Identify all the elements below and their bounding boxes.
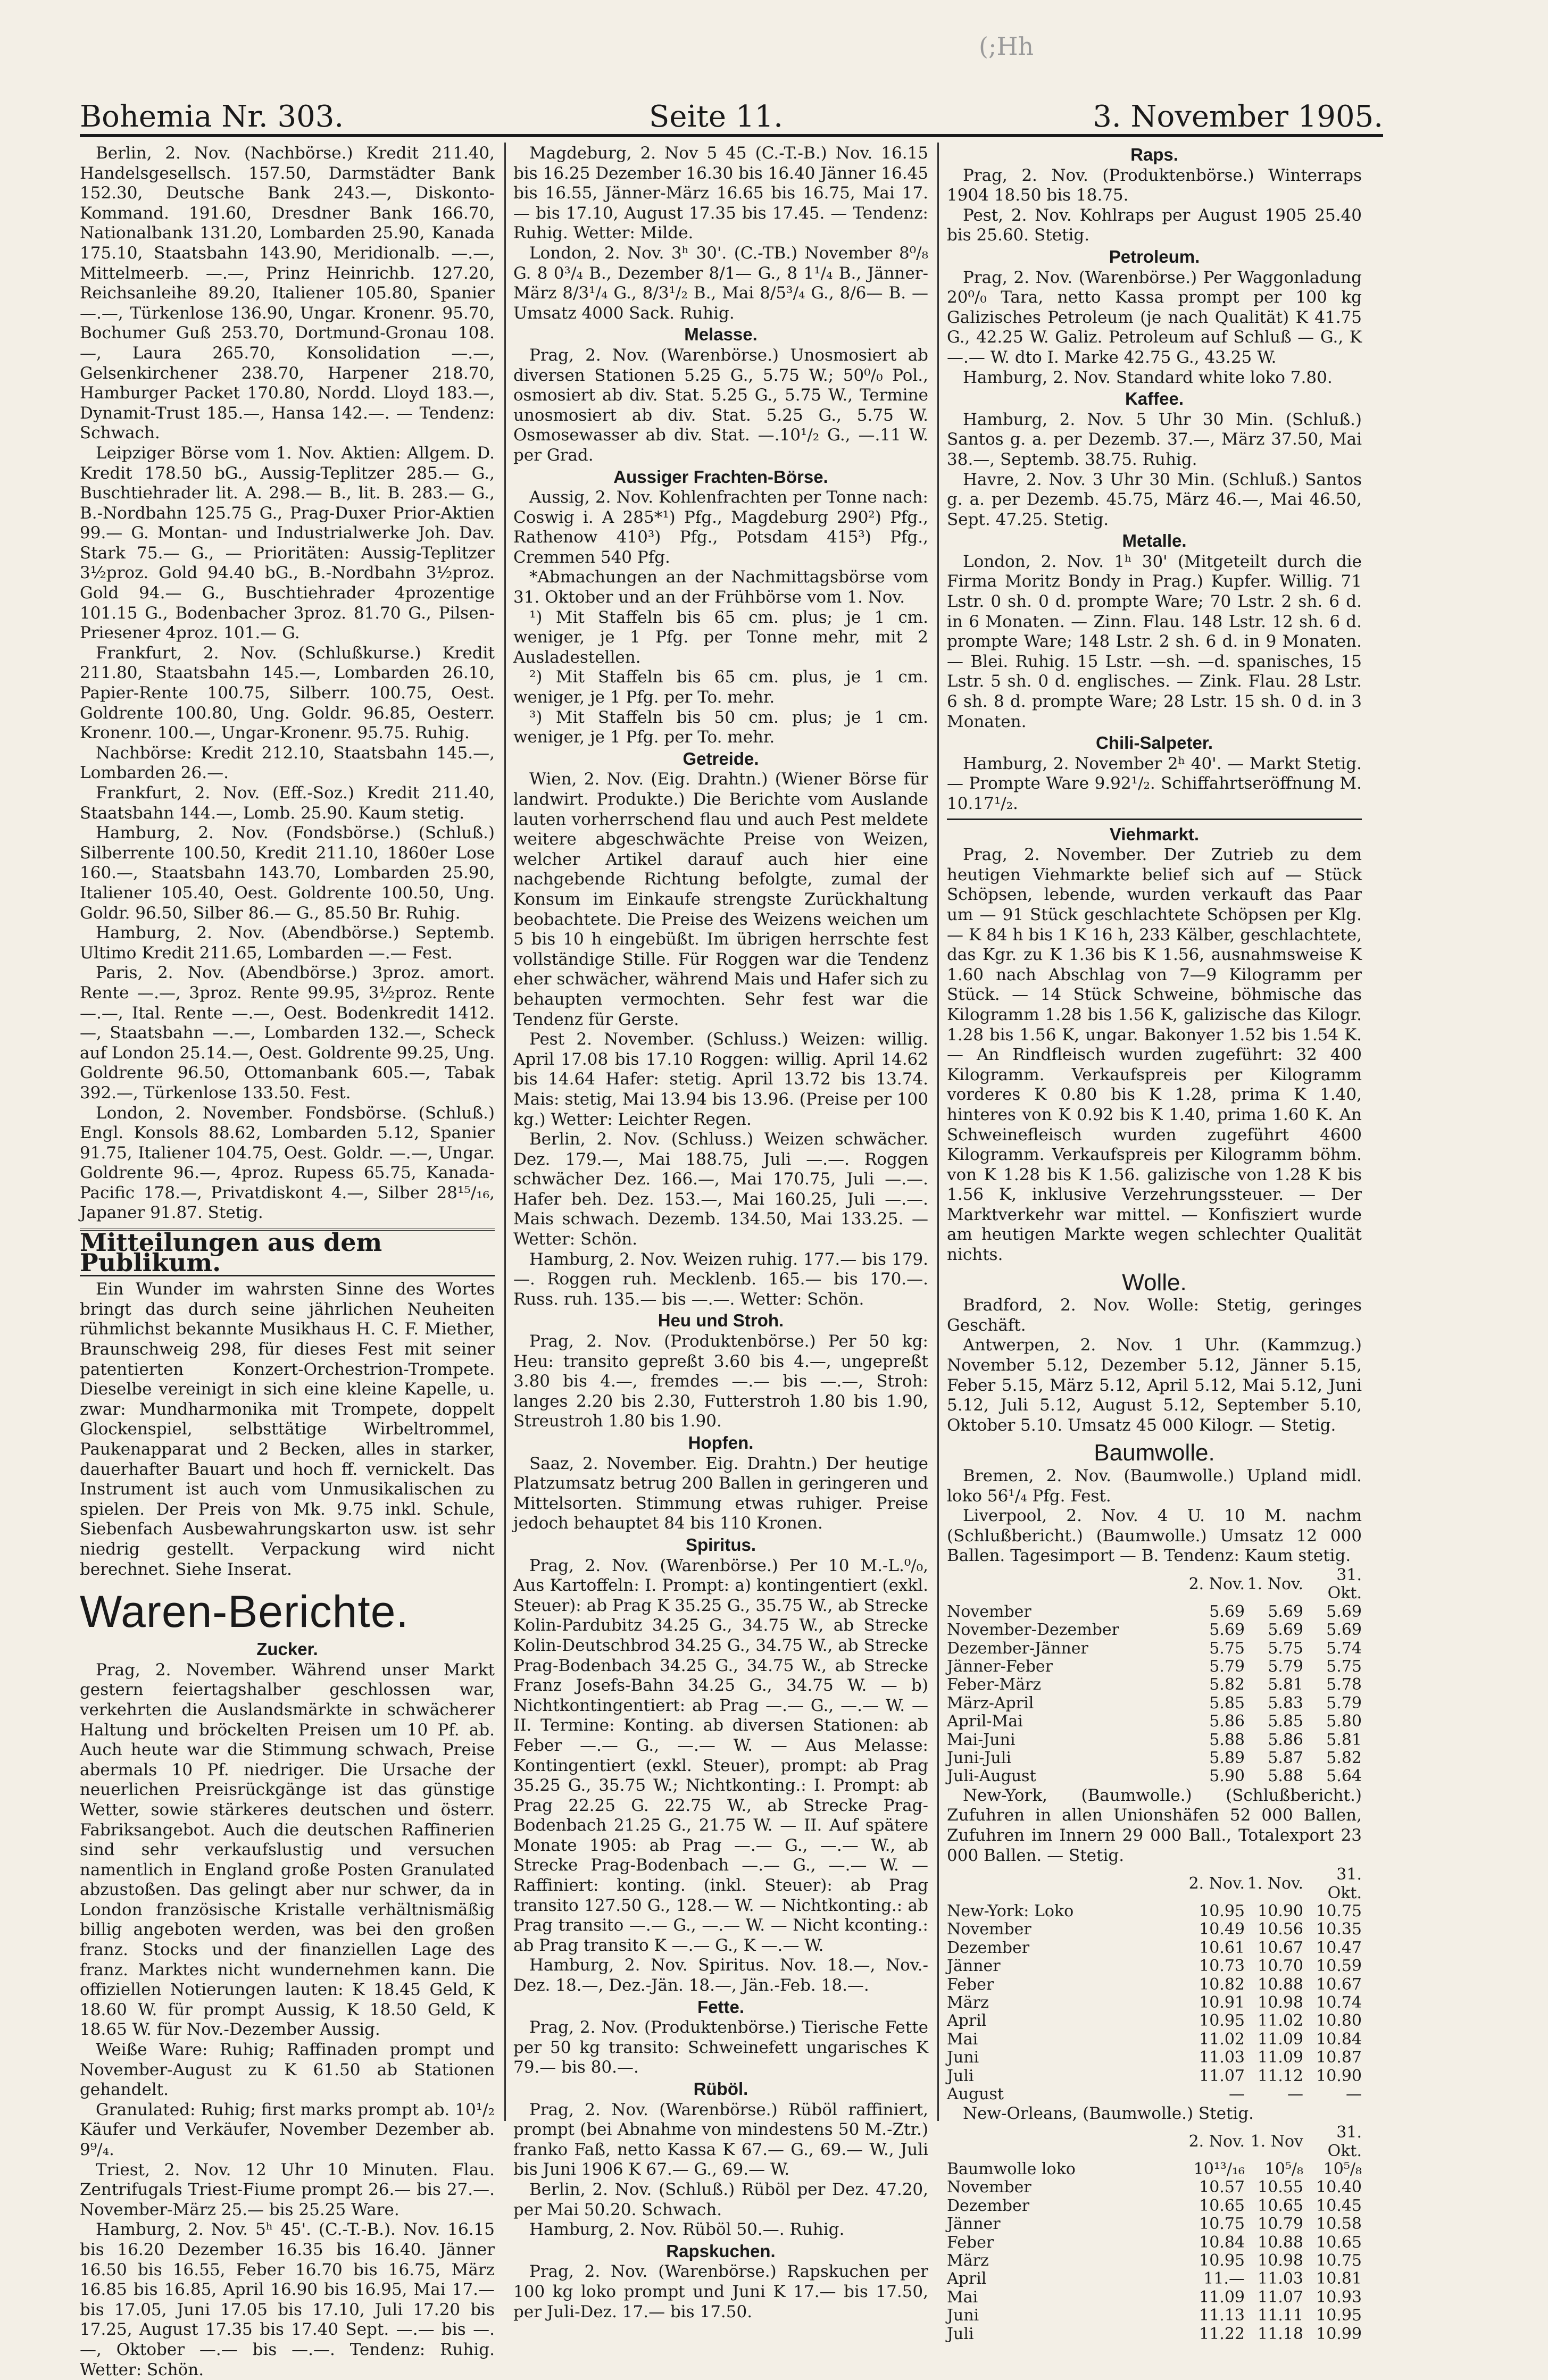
table-cell: 11.— — [1203, 2269, 1245, 2289]
table-cell: — — [1287, 2085, 1303, 2104]
table-cell: — — [1229, 2085, 1245, 2104]
table-cell: 10.40 — [1316, 2178, 1362, 2197]
table-row — [947, 2012, 1362, 2030]
table-cell: 10.56 — [1258, 1920, 1303, 1939]
table-row-label: Dezember — [947, 1938, 1030, 1957]
table-cell: 5.88 — [1268, 1767, 1303, 1786]
table-cell: 5.74 — [1326, 1639, 1362, 1658]
table-cell: 11.22 — [1199, 2324, 1245, 2343]
table-cell: 5.83 — [1268, 1693, 1303, 1713]
table-row-label: Jänner — [947, 2215, 1001, 2234]
table-cell: 10.95 — [1199, 1902, 1245, 1921]
table-cell: 10.61 — [1199, 1938, 1245, 1957]
magdeburg-report: Magdeburg, 2. Nov 5 45 (C.-T.-B.) Nov. 16.15 bis 16.25 Dezember 16.30 bis 16.40 Jänner 16.45 bis 16.55, Jänner-März 16.65 bis 16.75, Mai 17.— bis 17.10, August 17.35 bis 17.45. — Tendenz: Ruhig. Wetter: Milde. — [513, 144, 928, 243]
table-row-label: November-Dezember — [947, 1621, 1120, 1640]
table-cell: 5.75 — [1209, 1639, 1245, 1658]
table-row — [947, 2270, 1362, 2288]
table-row-label: Mai-Juni — [947, 1730, 1016, 1749]
table-row — [947, 1603, 1362, 1621]
liverpool-baumwolle-report: Liverpool, 2. Nov. 4 U. 10 M. nachm (Schlußbericht.) (Baumwolle.) Umsatz 12 000 Ballen. Tagesimport — B. Tendenz: Kaum stetig. — [947, 1506, 1362, 1566]
table-header-cell: 31. Okt. — [1327, 1865, 1362, 1902]
pest-raps-report: Pest, 2. Nov. Kohlraps per August 1905 25.40 bis 25.60. Stetig. — [947, 205, 1362, 245]
london-metalle-report: London, 2. Nov. 1ʰ 30' (Mitgeteilt durch die Firma Moritz Bondy in Prag.) Kupfer. Willig. 71 Lstr. 0 sh. 0 d. prompte Ware; 70 Lstr. 2 sh. 6 d. in 6 Monaten. — Zinn. Flau. 148 Lstr. 12 sh. 6 d. prompte Ware; 148 Lstr. 2 sh. 6 d. in 9 Monaten. — Blei. Ruhig. 15 Lstr. —sh. —d. spanisches, 15 Lstr. 5 sh. 0 d. englisches. — Zink. Flau. 28 Lstr. 6 sh. 8 d. prompte Ware; 28 Lstr. 15 sh. 0 d. in 3 Monaten. — [947, 552, 1362, 731]
table-cell: 5.75 — [1268, 1639, 1303, 1658]
aussig-frachten-report: Aussig, 2. Nov. Kohlenfrachten per Tonne nach: Coswig i. A 285*¹) Pfg., Magdeburg 290²) Pfg., Rathenow 410³) Pfg., Potsdam 415³) Pfg., Cremmen 540 Pfg. — [513, 488, 928, 567]
frankfurt-nachboerse: Nachbörse: Kredit 212.10, Staatsbahn 145.—, Lombarden 26.—. — [80, 743, 495, 783]
granulated: Granulated: Ruhig; first marks prompt ab. 10¹/₂ Käufer und Verkäufer, November Dezember ab. 9⁹/₄. — [80, 2100, 495, 2159]
table-row — [947, 2307, 1362, 2325]
table-row-label: Jänner-Feber — [947, 1657, 1053, 1676]
triest-report: Triest, 2. Nov. 12 Uhr 10 Minuten. Flau. Zentrifugals Triest-Fiume prompt 26.— bis 27.—. November-März 25.— bis 25.25 Ware. — [80, 2160, 495, 2219]
archive-stamp: (;Hh — [979, 32, 1034, 61]
havre-kaffee-report: Havre, 2. Nov. 3 Uhr 30 Min. (Schluß.) Santos g. a. per Dezemb. 45.75, März 46.—, Mai 46.50, Sept. 47.25. Stetig. — [947, 470, 1362, 529]
table-row-label: November — [947, 2178, 1031, 2197]
prag-rueboel-report: Prag, 2. Nov. (Warenbörse.) Rüböl raffiniert, prompt (bei Abnahme von mindestens 50 M.-Ztr.) franko Faß, netto Kassa K 67.— G., 69.— W., Juli bis Juni 1906 K 67.— G., 69.— W. — [513, 2100, 928, 2179]
table-cell: 10.65 — [1199, 2196, 1245, 2215]
table-row — [947, 1994, 1362, 2012]
table-row — [947, 1976, 1362, 1994]
table-cell: 10¹³/₁₆ — [1193, 2159, 1245, 2178]
table-cell: 10.74 — [1316, 1993, 1362, 2012]
newyork-price-table — [947, 1866, 1362, 2103]
table-cell: 10.90 — [1258, 1902, 1303, 1921]
table-row-label: August — [947, 2085, 1004, 2104]
london-zucker-report: London, 2. Nov. 3ʰ 30'. (C.-TB.) November 8⁰/₈ G. 8 0³/₄ B., Dezember 8/1— G., 8 1¹/₄ B., Jänner-März 8/3¹/₄ G., 8/3¹/₂ B., Mai 8/5³/₄ G., 8/6— B. — Umsatz 4000 Sack. Ruhig. — [513, 243, 928, 323]
hamburg-kaffee-report: Hamburg, 2. Nov. 5 Uhr 30 Min. (Schluß.) Santos g. a. per Dezemb. 37.—, März 37.50, Mai 38.—, Septemb. 38.75. Ruhig. — [947, 410, 1362, 469]
table-row — [947, 1640, 1362, 1658]
wien-getreide-report: Wien, 2. Nov. (Eig. Drahtn.) (Wiener Börse für landwirt. Produkte.) Die Berichte vom Auslande lauten vorherrschend flau und auch Pest meldete weitere abgeschwächte Preise von Weizen, welcher Artikel darauf auch hier eine nachgebende Richtung befolgte, zumal der Konsum im Einkaufe strengste Zurückhaltung beobachtete. Die Preise des Weizens weichen um 5 bis 10 h eingebüßt. Im übrigen herrschte fest vollständige Stille. Für Roggen war die Tendenz eher schwächer, während Mais und Hafer sich zu behaupten vermochten. Sehr fest war die Tendenz für Gerste. — [513, 770, 928, 1029]
table-row — [947, 1658, 1362, 1676]
table-cell: 10.90 — [1316, 2066, 1362, 2085]
table-cell: 5.88 — [1209, 1730, 1245, 1749]
table-cell: 10.35 — [1316, 1920, 1362, 1939]
table-header-cell: 2. Nov. — [1188, 1575, 1245, 1594]
table-cell: 5.85 — [1209, 1693, 1245, 1713]
table-cell: 10.95 — [1316, 2306, 1362, 2325]
table-cell: 10.84 — [1316, 2030, 1362, 2049]
section-heading-mitteilungen: Mitteilungen aus dem Publikum. — [80, 1229, 495, 1276]
subheading-frachten: Aussiger Frachten-Börse. — [613, 466, 828, 487]
footnote-2: ²) Mit Staffeln bis 65 cm. plus, je 1 cm. weniger, je 1 Pfg. per To. mehr. — [513, 667, 928, 707]
table-row-label: Juli-August — [947, 1767, 1036, 1786]
subheading-rapskuchen: Rapskuchen. — [666, 2241, 776, 2261]
antwerpen-wolle-report: Antwerpen, 2. Nov. 1 Uhr. (Kammzug.) November 5.12, Dezember 5.12, Jänner 5.15, Feber 5.15, März 5.12, April 5.12, Mai 5.12, Juni 5.12, Juli 5.12, August 5.12, September 5.10, Oktober 5.10. Umsatz 45 000 Kilogr. — Stetig. — [947, 1335, 1362, 1435]
table-header-cell: 2. Nov. — [1188, 1874, 1245, 1893]
berlin-report: Berlin, 2. Nov. (Nachbörse.) Kredit 211.40, Handelsgesellsch. 157.50, Darmstädter Bank 152.30, Deutsche Bank 243.—, Diskonto-Kommand. 191.60, Dresdner Bank 166.70, Nationalbank 131.20, Lombarden 25.90, Kanada 175.10, Staatsbahn 143.90, Meridionalb. —.—, Mittelmeerb. —.—, Prinz Heinrichb. 127.20, Reichsanleihe 89.20, Italiener 105.80, Spanier —.—, Türkenlose 136.90, Ungar. Kronenr. 95.70, Bochumer Guß 253.70, Dortmund-Gronau 108.—, Laura 265.70, Konsolidation —.—, Gelsenkirchener 238.70, Harpener 218.70, Hamburger Packet 170.80, Nordd. Lloyd 183.—, Dynamit-Trust 185.—, Hansa 142.—. — Tendenz: Schwach. — [80, 144, 495, 443]
table-cell: 5.69 — [1326, 1602, 1362, 1621]
table-cell: 10.88 — [1258, 2233, 1303, 2252]
subheading-rueboel: Rüböl. — [693, 2079, 748, 2099]
footnote-1: ¹) Mit Staffeln bis 65 cm. plus; je 1 cm. weniger, je 1 Pfg. per Tonne mehr, mit 2 Ausladestellen. — [513, 607, 928, 667]
subheading-viehmarkt: Viehmarkt. — [1109, 824, 1200, 844]
table-row — [947, 2160, 1362, 2178]
section-rule — [947, 819, 1362, 820]
table-header-cell — [947, 1866, 1186, 1902]
table-cell: 11.07 — [1258, 2287, 1303, 2307]
table-header-cell: 1. Nov — [1250, 2132, 1303, 2151]
table-cell: 10.99 — [1316, 2324, 1362, 2343]
table-cell: 11.02 — [1199, 2030, 1245, 2049]
table-row — [947, 1676, 1362, 1694]
table-cell: 10.98 — [1258, 2251, 1303, 2270]
table-row-label: März — [947, 2251, 989, 2270]
table-cell: 5.79 — [1326, 1693, 1362, 1713]
table-cell: 10.79 — [1258, 2215, 1303, 2234]
table-cell: 10.75 — [1316, 2251, 1362, 2270]
table-cell: — — [1346, 2085, 1362, 2104]
prag-heu-report: Prag, 2. Nov. (Produktenbörse.) Per 50 kg: Heu: transito gepreßt 3.60 bis 4.—, ungepreßt 3.80 bis 4.—, fremdes —.— bis —.—, Stroh: langes 2.20 bis 2.30, Futterstroh 1.80 bis 1.90, Streustroh 1.80 bis 1.90. — [513, 1332, 928, 1431]
table-row — [947, 1902, 1362, 1920]
hamburg-abend-report: Hamburg, 2. Nov. (Abendbörse.) Septemb. Ultimo Kredit 211.65, Lombarden —.— Fest. — [80, 923, 495, 963]
table-row — [947, 2031, 1362, 2049]
table-row-label: Mai — [947, 2287, 978, 2307]
hamburg-getreide-report: Hamburg, 2. Nov. Weizen ruhig. 177.— bis 179.—. Roggen ruh. Mecklenb. 165.— bis 170.—. Russ. ruh. 135.— bis —.—. Wetter: Schön. — [513, 1249, 928, 1309]
table-row — [947, 2085, 1362, 2103]
table-row — [947, 2067, 1362, 2085]
newyork-baumwolle-report: New-York, (Baumwolle.) (Schlußbericht.) Zufuhren in allen Unionshäfen 52 000 Ballen, Zufuhren im Innern 29 000 Ball., Totalexport 23 000 Ballen. — Stetig. — [947, 1785, 1362, 1865]
subheading-petroleum: Petroleum. — [1109, 246, 1200, 266]
table-cell: 5.82 — [1209, 1675, 1245, 1694]
prag-melasse-report: Prag, 2. Nov. (Warenbörse.) Unosmosiert ab diversen Stationen 5.25 G., 5.75 W.; 50⁰/₀ Pol., osmosiert ab div. Stat. 5.25 G., 5.75 W., Termine unosmosiert ab div. Stat. 5.25 G., 5.75 W. Osmosewasser ab div. Stat. —.10¹/₂ G., —.11 W. per Grad. — [513, 345, 928, 465]
table-cell: 10.65 — [1258, 2196, 1303, 2215]
page-header — [80, 93, 1383, 136]
table-cell: 10.67 — [1258, 1938, 1303, 1957]
table-header-cell — [947, 1566, 1186, 1603]
berlin-rueboel-report: Berlin, 2. Nov. (Schluß.) Rüböl per Dez. 47.20, per Mai 50.20. Schwach. — [513, 2179, 928, 2219]
table-cell: 10.45 — [1316, 2196, 1362, 2215]
table-row — [947, 2178, 1362, 2197]
table-cell: 10.59 — [1316, 1957, 1362, 1976]
table-cell: 11.12 — [1258, 2066, 1303, 2085]
advert-text: Ein Wunder im wahrsten Sinne des Wortes bringt das durch seine jährlichen Neuheiten rühmlichst bekannte Musikhaus H. C. F. Miether, Braunschweig 298, für dieses Fest mit seiner patentierten Konzert-Orchestrion-Trompete. Dieselbe vereinigt in sich eine kleine Kapelle, u. zwar: Mundharmonika mit Trompete, doppelt Glockenspiel, selbsttätige Wirbeltrommel, Paukenapparat und 2 Becken, alles in starker, dauerhafter Bauart und hoch ff. vernickelt. Das Instrument ist auch vom Unmusikalischen zu spielen. Der Preis von Mk. 9.75 inkl. Schule, Siebenfach Ausbewahrungskarton usw. ist sehr niedrig gestellt. Verpackung wird nicht berechnet. Siehe Inserat. — [80, 1280, 495, 1579]
table-cell: 10.88 — [1258, 1975, 1303, 1994]
table-row-label: März-April — [947, 1693, 1034, 1713]
column-1 — [80, 144, 495, 2379]
table-row — [947, 1957, 1362, 1975]
table-cell: 11.09 — [1199, 2287, 1245, 2307]
table-cell: 5.85 — [1268, 1712, 1303, 1731]
table-cell: 10⁵/₈ — [1323, 2159, 1362, 2178]
table-cell: 10.67 — [1316, 1975, 1362, 1994]
table-row-label: Jänner — [947, 1957, 1001, 1976]
hamburg-rueboel-report: Hamburg, 2. Nov. Rüböl 50.—. Ruhig. — [529, 2220, 845, 2240]
table-row-label: Feber — [947, 2233, 994, 2252]
table-cell: 10.98 — [1258, 1993, 1303, 2012]
subheading-spiritus: Spiritus. — [685, 1534, 756, 1555]
table-row-label: April — [947, 2269, 987, 2289]
table-row — [947, 1939, 1362, 1957]
table-row — [947, 1731, 1362, 1749]
london-report: London, 2. November. Fondsbörse. (Schluß.) Engl. Konsols 88.62, Lombarden 5.12, Spanier 91.75, Italiener 104.75, Oest. Goldr. —.—, Ungar. Goldrente 96.—, 4proz. Rupess 65.75, Kanada-Pacific 178.—, Privatdiskont 4.—, Silber 28¹⁵/₁₆, Japaner 91.87. Stetig. — [80, 1103, 495, 1223]
table-cell: 5.86 — [1268, 1730, 1303, 1749]
table-cell: 5.89 — [1209, 1749, 1245, 1768]
subheading-melasse: Melasse. — [684, 324, 758, 345]
column-3 — [947, 144, 1362, 2343]
bremen-baumwolle-report: Bremen, 2. Nov. (Baumwolle.) Upland midl. loko 56¹/₄ Pfg. Fest. — [947, 1466, 1362, 1506]
table-cell: 5.86 — [1209, 1712, 1245, 1731]
table-cell: 5.81 — [1268, 1675, 1303, 1694]
table-row-label: Juli — [947, 2324, 974, 2343]
table-cell: 10.95 — [1199, 2251, 1245, 2270]
table-cell: 10.87 — [1316, 2048, 1362, 2067]
subheading-raps: Raps. — [1130, 145, 1178, 164]
table-cell: 10.91 — [1199, 1993, 1245, 2012]
table-row — [947, 1920, 1362, 1939]
table-row-label: April — [947, 2011, 987, 2031]
table-row — [947, 1621, 1362, 1639]
table-header-row — [947, 2124, 1362, 2160]
table-row — [947, 2325, 1362, 2343]
prag-spiritus-report: Prag, 2. Nov. (Warenbörse.) Per 10 M.-L.⁰/₀, Aus Kartoffeln: I. Prompt: a) kontingentiert (exkl. Steuer): ab Prag K 35.25 G., 35.75 W., ab Strecke Kolin-Pardubitz 34.25 G., 34.75 W., ab Strecke Kolin-Deutschbrod 34.25 G., 34.75 W., ab Strecke Prag-Bodenbach 34.25 G., 34.75 W., ab Strecke Franz Josefs-Bahn 34.25 G., 34.75 W. — b) Nichtkontingentiert: ab Prag —.— G., —.— W. — II. Termine: Konting. ab diversen Stationen: ab Feber —.— G., —.— W. — Aus Melasse: Kontingentiert (exkl. Steuer), prompt: ab Prag 35.25 G., 35.75 W.; Nichtkonting.: I. Prompt: ab Prag 22.25 G. 22.75 W., ab Strecke Prag-Bodenbach 21.25 G., 21.75 W. — II. Auf spätere Monate 1905: ab Prag —.— G., —.— W., ab Strecke Prag-Bodenbach —.— G., —.— W. — Raffiniert: konting. (inkl. Steuer): ab Prag transito 127.50 G., 128.— W. — Nichtkonting.: ab Prag transito —.— G., —.— W. — Nicht kconting.: ab Prag transito K —.— G., K —.— W. — [513, 1556, 928, 1955]
page-number: Seite 11. — [649, 99, 783, 134]
table-cell: 10.70 — [1258, 1957, 1303, 1976]
section-heading-wolle: Wolle. — [1122, 1269, 1187, 1296]
table-cell: 11.09 — [1258, 2048, 1303, 2067]
table-cell: 10.93 — [1316, 2287, 1362, 2307]
liverpool-price-table — [947, 1566, 1362, 1786]
table-row — [947, 1767, 1362, 1785]
subheading-metalle: Metalle. — [1122, 531, 1187, 551]
table-cell: 11.03 — [1258, 2269, 1303, 2289]
table-row-label: Juni-Juli — [947, 1749, 1011, 1768]
footnote-abmachungen: *Abmachungen an der Nachmittagsbörse vom 31. Oktober und an der Frühbörse vom 1. Nov. — [513, 567, 928, 607]
table-cell: 10.55 — [1258, 2178, 1303, 2197]
table-header-row — [947, 1866, 1362, 1902]
table-row — [947, 2234, 1362, 2252]
subheading-zucker: Zucker. — [256, 1639, 318, 1659]
table-row — [947, 1694, 1362, 1713]
table-row — [947, 2289, 1362, 2307]
table-cell: 10.73 — [1199, 1957, 1245, 1976]
table-cell: 5.82 — [1326, 1749, 1362, 1768]
table-cell: 11.18 — [1258, 2324, 1303, 2343]
table-cell: 10.82 — [1199, 1975, 1245, 1994]
issue-date: 3. November 1905. — [1093, 99, 1383, 134]
table-cell: 5.90 — [1209, 1767, 1245, 1786]
table-cell: 10.49 — [1199, 1920, 1245, 1939]
table-cell: 5.69 — [1326, 1621, 1362, 1640]
table-row-label: Juli — [947, 2066, 974, 2085]
table-cell: 10.75 — [1316, 1902, 1362, 1921]
table-row — [947, 1713, 1362, 1731]
leipzig-report: Leipziger Börse vom 1. Nov. Aktien: Allgem. D. Kredit 178.50 bG., Aussig-Teplitzer 285.— G., Buschtiehrader lit. A. 298.— B., lit. B. 283.— G., B.-Nordbahn 125.75 G., Prag-Duxer Prior-Aktien 99.— G. Montan- und Industrialwerke Joh. Dav. Stark 75.— G., — Prioritäten: Aussig-Teplitzer 3½proz. Gold 94.40 bG., B.-Nordbahn 3½proz. Gold 94.— G., Buschtiehrader 4prozentige 101.15 G., Bodenbacher 3proz. 81.70 G., Pilsen-Priesener 4proz. 101.— G. — [80, 443, 495, 643]
table-row — [947, 2215, 1362, 2233]
table-row — [947, 2049, 1362, 2067]
table-cell: 10.95 — [1199, 2011, 1245, 2031]
prag-zucker-report: Prag, 2. November. Während unser Markt gestern feiertagshalber geschlossen war, verkehrten die Auslandsmärkte in schwächerer Haltung und bröckelten Preisen um 10 Pf. ab. Auch heute war die Stimmung schwach, Preise abermals 10 Pf. niedriger. Die Ursache der neuerlichen Preisrückgänge ist das günstige Wetter, sowie stärkeres deutschen und österr. Fabriksangebot. Auch die deutschen Raffinerien sind sehr verkaufslustig und versuchen namentlich in England große Posten Granulated abzustoßen. Das gelingt aber nur schwer, da in London französische Kristalle verhältnismäßig billig angeboten werden, was bei den großen franz. Stocks und der finanziellen Lage des franz. Marktes nicht wundernehmen kann. Die offiziellen Notierungen lauten: K 18.45 Geld, K 18.60 W. für prompt Aussig, K 18.50 Geld, K 18.65 W. für Nov.-Dezember Aussig. — [80, 1660, 495, 2040]
table-header-cell: 31. Okt. — [1327, 1565, 1362, 1603]
column-divider — [937, 143, 939, 2121]
table-row — [947, 2197, 1362, 2215]
table-row-label: Juni — [947, 2306, 979, 2325]
column-2 — [513, 144, 928, 2321]
table-cell: 5.79 — [1268, 1657, 1303, 1676]
table-row-label: April-Mai — [947, 1712, 1023, 1731]
hamburg-petroleum-report: Hamburg, 2. Nov. Standard white loko 7.80. — [963, 368, 1333, 387]
berlin-getreide-report: Berlin, 2. Nov. (Schluss.) Weizen schwächer. Dez. 179.—, Mai 188.75, Juli —.—. Roggen schwächer Dez. 166.—, Mai 170.75, Juli —.—. Hafer beh. Dez. 153.—, Mai 160.25, Juli —.—. Mais schwach. Dezemb. 134.50, Mai 133.25. — Wetter: Schön. — [513, 1130, 928, 1249]
table-cell: 5.64 — [1326, 1767, 1362, 1786]
hamburg-fonds-report: Hamburg, 2. Nov. (Fondsbörse.) (Schluß.) Silberrente 100.50, Kredit 211.10, 1860er Lose 160.—, Staatsbahn 143.70, Lombarden 25.90, Italiener 105.40, Oest. Goldrente 100.50, Ung. Goldr. 96.50, Silber 86.— G., 85.50 Br. Ruhig. — [80, 823, 495, 923]
subheading-fette: Fette. — [697, 1997, 744, 2017]
subheading-hopfen: Hopfen. — [688, 1433, 754, 1452]
table-cell: 10.75 — [1199, 2215, 1245, 2234]
table-header-cell: 2. Nov. — [1188, 2132, 1245, 2151]
table-cell: 10.65 — [1316, 2233, 1362, 2252]
table-cell: 10.80 — [1316, 2011, 1362, 2031]
table-header-cell — [947, 2124, 1186, 2160]
table-cell: 11.03 — [1199, 2048, 1245, 2067]
table-row-label: Dezember-Jänner — [947, 1639, 1088, 1658]
table-cell: 10.84 — [1199, 2233, 1245, 2252]
table-cell: 5.79 — [1209, 1657, 1245, 1676]
table-row — [947, 2252, 1362, 2270]
table-row — [947, 1749, 1362, 1767]
table-cell: 5.69 — [1209, 1621, 1245, 1640]
prag-petroleum-report: Prag, 2. Nov. (Warenbörse.) Per Waggonladung 20⁰/₀ Tara, netto Kassa prompt per 100 kg Galizisches Petroleum (je nach Qualität) K 41.75 G., 42.25 W. Galiz. Petroleum auf Schluß — G., K —.— W. dto I. Marke 42.75 G., 43.25 W. — [947, 268, 1362, 367]
table-cell: 10.58 — [1316, 2215, 1362, 2234]
hamburg-zucker-report: Hamburg, 2. Nov. 5ʰ 45'. (C.-T.-B.). Nov. 16.15 bis 16.20 Dezember 16.35 bis 16.40. Jänner 16.50 bis 16.55, Feber 16.70 bis 16.75, März 16.85 bis 16.85, April 16.90 bis 16.95, Mai 17.— bis 17.05, Juni 17.05 bis 17.10, Juli 17.20 bis 17.25, August 17.35 bis 17.40 Sept. —.— bis —.—, Oktober —.— bis —.—. Tendenz: Ruhig. Wetter: Schön. — [80, 2220, 495, 2379]
prag-rapskuchen-report: Prag, 2. Nov. (Warenbörse.) Rapskuchen per 100 kg loko prompt und Juni K 17.— bis 17.50, per Juli-Dez. 17.— bis 17.50. — [513, 2262, 928, 2321]
table-header-cell: 1. Nov. — [1247, 1874, 1303, 1893]
table-cell: 11.02 — [1258, 2011, 1303, 2031]
subheading-getreide: Getreide. — [683, 748, 759, 769]
pest-getreide-report: Pest 2. November. (Schluss.) Weizen: willig. April 17.08 bis 17.10 Roggen: willig. April 14.62 bis 14.64 Hafer: stetig. April 13.72 bis 13.74. Mais: stetig, Mai 13.94 bis 13.96. (Preise per 100 kg.) Wetter: Leichter Regen. — [513, 1030, 928, 1129]
table-header-cell: 1. Nov. — [1247, 1575, 1303, 1594]
neworleans-baumwolle-report: New-Orleans, (Baumwolle.) Stetig. — [963, 2103, 1254, 2123]
issue-number: Bohemia Nr. 303. — [80, 99, 344, 134]
section-heading-waren: Waren-Berichte. — [80, 1586, 409, 1637]
frankfurt-eff-report: Frankfurt, 2. Nov. (Eff.-Soz.) Kredit 211.40, Staatsbahn 144.—, Lomb. 25.90. Kaum stetig. — [80, 783, 495, 823]
section-heading-baumwolle: Baumwolle. — [1094, 1440, 1215, 1466]
table-cell: 10.81 — [1316, 2269, 1362, 2289]
table-cell: 5.78 — [1326, 1675, 1362, 1694]
prag-raps-report: Prag, 2. Nov. (Produktenbörse.) Winterraps 1904 18.50 bis 18.75. — [947, 165, 1362, 205]
subheading-heu: Heu und Stroh. — [658, 1310, 784, 1331]
table-row-label: New-York: Loko — [947, 1902, 1074, 1921]
table-cell: 5.69 — [1268, 1602, 1303, 1621]
table-cell: 5.81 — [1326, 1730, 1362, 1749]
table-cell: 11.11 — [1258, 2306, 1303, 2325]
bradford-wolle-report: Bradford, 2. Nov. Wolle: Stetig, geringes Geschäft. — [947, 1296, 1362, 1335]
table-row-label: Feber-März — [947, 1675, 1042, 1694]
subheading-kaffee: Kaffee. — [1125, 389, 1184, 409]
table-row-label: Juni — [947, 2048, 979, 2067]
table-cell: 11.07 — [1199, 2066, 1245, 2085]
hamburg-chili-report: Hamburg, 2. November 2ʰ 40'. — Markt Stetig. — Prompte Ware 9.92¹/₂. Schiffahrtseröffnung M. 10.17¹/₂. — [947, 754, 1362, 813]
table-cell: 5.69 — [1209, 1602, 1245, 1621]
footnote-3: ³) Mit Staffeln bis 50 cm. plus; je 1 cm. weniger, je 1 Pfg. per To. mehr. — [513, 707, 928, 747]
table-row-label: März — [947, 1993, 989, 2012]
table-row-label: November — [947, 1920, 1031, 1939]
table-cell: 5.80 — [1326, 1712, 1362, 1731]
header-rule — [80, 134, 1383, 137]
subheading-chili: Chili-Salpeter. — [1095, 733, 1213, 753]
table-cell: 5.75 — [1326, 1657, 1362, 1676]
table-row-label: Feber — [947, 1975, 994, 1994]
table-header-row — [947, 1566, 1362, 1603]
saaz-hopfen-report: Saaz, 2. November. Eig. Drahtn.) Der heutige Platzumsatz betrug 200 Ballen in geringeren und Mittelsorten. Stimmung etwas ruhiger. Preise jedoch behauptet 84 bis 110 Kronen. — [513, 1454, 928, 1533]
paris-report: Paris, 2. Nov. (Abendbörse.) 3proz. amort. Rente —.—, 3proz. Rente 99.95, 3½proz. Rente —.—, Ital. Rente —.—, Oest. Bodenkredit 1412.—, Staatsbahn —.—, Lombarden 132.—, Scheck auf London 25.14.—, Oest. Goldrente 99.25, Ung. Goldrente 96.50, Ottomanbank 605.—, Tabak 392.—, Türkenlose 133.50. Fest. — [80, 963, 495, 1103]
table-cell: 10.47 — [1316, 1938, 1362, 1957]
weisse-ware: Weiße Ware: Ruhig; Raffinaden prompt und November-August zu K 61.50 ab Stationen gehandelt. — [80, 2040, 495, 2100]
table-row-label: Baumwolle loko — [947, 2159, 1076, 2178]
neworleans-price-table — [947, 2124, 1362, 2343]
table-cell: 10⁵/₈ — [1264, 2159, 1303, 2178]
table-cell: 11.09 — [1258, 2030, 1303, 2049]
column-divider — [504, 143, 506, 2121]
table-row-label: Dezember — [947, 2196, 1030, 2215]
frankfurt-report: Frankfurt, 2. Nov. (Schlußkurse.) Kredit 211.80, Staatsbahn 145.—, Lombarden 26.10, Papier-Rente 100.75, Silberr. 100.75, Oest. Goldrente 100.80, Ung. Goldr. 96.85, Oesterr. Kronenr. 100.—, Ungar-Kronenr. 95.75. Ruhig. — [80, 643, 495, 743]
hamburg-spiritus-report: Hamburg, 2. Nov. Spiritus. Nov. 18.—, Nov.-Dez. 18.—, Dez.-Jän. 18.—, Jän.-Feb. 18.—. — [513, 1956, 928, 1995]
prag-fette-report: Prag, 2. Nov. (Produktenbörse.) Tierische Fette per 50 kg transito: Schweinefett ungarisches K 79.— bis 80.—. — [513, 2018, 928, 2077]
table-row-label: Mai — [947, 2030, 978, 2049]
table-cell: 10.57 — [1199, 2178, 1245, 2197]
table-cell: 5.69 — [1268, 1621, 1303, 1640]
table-cell: 11.13 — [1199, 2306, 1245, 2325]
table-header-cell: 31. Okt. — [1327, 2123, 1362, 2160]
prag-viehmarkt-report: Prag, 2. November. Der Zutrieb zu dem heutigen Viehmarkte belief sich auf — Stück Schöpsen, lebende, wurden verkauft das Paar um — 91 Stück geschlachtete Schöpsen per Klg. — K 84 h bis 1 K 16 h, 233 Kälber, geschlachtete, das Kgr. zu K 1.36 bis K 1.56, ausnahmsweise K 1.60 nach Abschlag von 7—9 Kilogramm per Stück. — 14 Stück Schweine, böhmische das Kilogramm 1.28 bis 1.56 K, galizische das Kilogr. 1.28 bis 1.56 K, ungar. Bakonyer 1.52 bis 1.54 K. — An Rindfleisch wurden zugeführt: 32 400 Kilogramm. Verkaufspreis per Kilogramm vorderes K 0.80 bis K 1.28, prima K 1.40, hinteres von K 0.92 bis K 1.40, prima 1.60 K. An Schweinefleisch wurden zugeführt 4600 Kilogramm. Verkaufspreis per Kilogramm böhm. von K 1.28 bis K 1.56. galizische von 1.28 K bis 1.56 K, inklusive Verzehrungssteuer. — Der Marktverkehr war mittel. — Konfisziert wurde am heutigen Markte wegen schlechter Qualität nichts. — [947, 845, 1362, 1265]
table-row-label: November — [947, 1602, 1031, 1621]
table-cell: 5.87 — [1268, 1749, 1303, 1768]
